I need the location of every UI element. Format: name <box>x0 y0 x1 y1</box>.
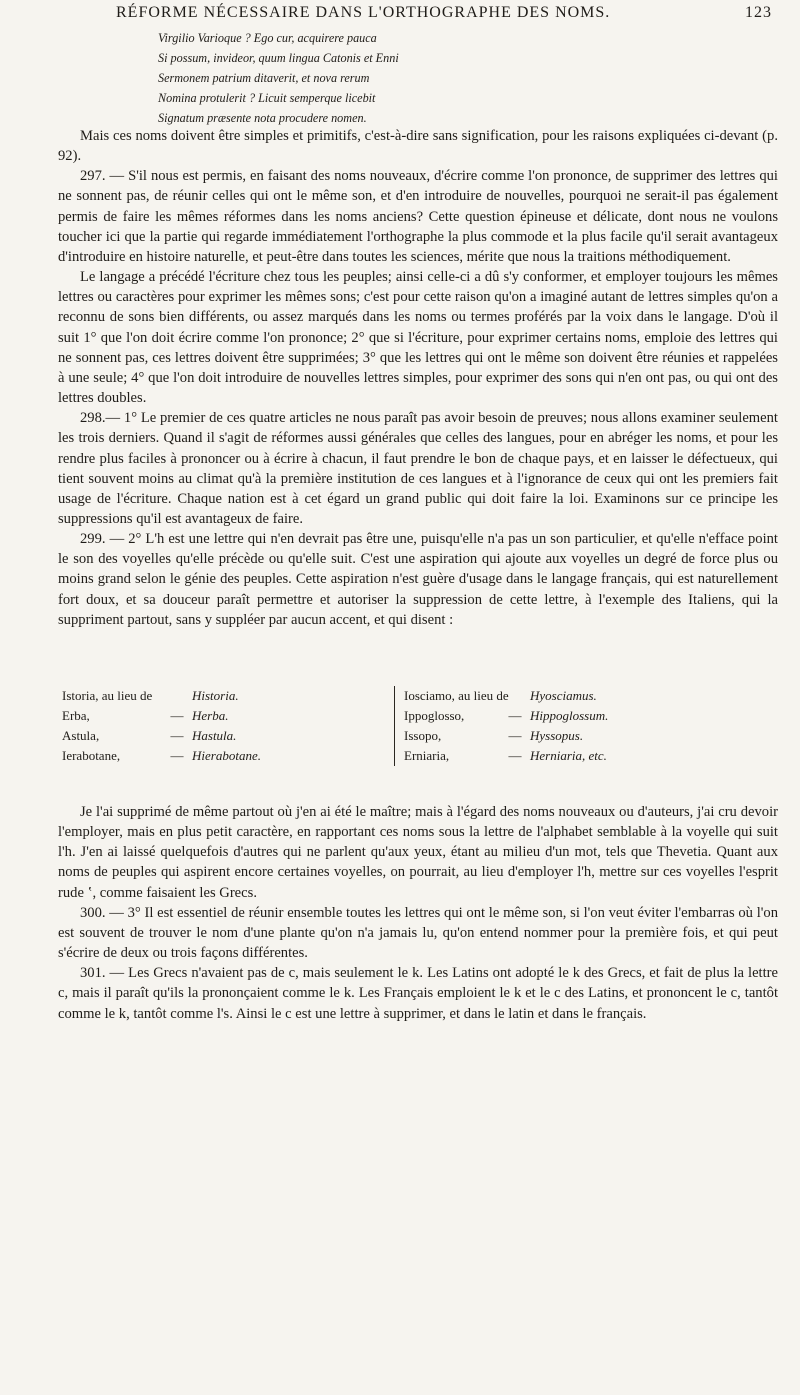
chapter-title: RÉFORME NÉCESSAIRE DANS L'ORTHOGRAPHE DES NOMS. <box>116 4 611 21</box>
plant-name-row <box>62 746 382 766</box>
paragraph-299: 299. — 2° L'h est une lettre qui n'en devrait pas être une, puisqu'elle n'a pas un son particulier, et qu'elle n'efface point le son des voyelles qu'elle précède ou qu'elle suit. C'est une aspiration qui ajoute aux voyelles un degré de force plus ou moins grand selon le génie des peuples. Cette aspiration n'est guère d'usage dans le langage français, qui est naturellement fort doux, et sa douceur paraît permettre et autoriser la suppression de cette lettre, à l'exemple des Italiens, qui la suppriment partout, sans y suppléer par aucun accent, et qui disent : <box>58 531 778 628</box>
running-head <box>96 4 772 22</box>
plant-name-row <box>404 746 724 766</box>
latin-name: Historia. <box>192 688 239 703</box>
italian-name: Erniaria, <box>404 748 450 763</box>
italian-name: Astula, <box>62 728 100 743</box>
latin-name: Hippoglossum. <box>530 708 609 723</box>
latin-name: Hyosciamus. <box>530 688 597 703</box>
verse-line: Nomina protulerit ? Licuit semperque licebit <box>158 91 376 105</box>
paragraph: Je l'ai supprimé de même partout où j'en ai été le maître; mais à l'égard des noms nouveaux ou d'auteurs, j'ai cru devoir l'employer, mais en plus petit caractère, en rapportant ces noms sous la lettre de l'alphabet semblable à la voyelle qui suit l'h. J'en ai laissé quelquefois d'autres qui ne parlent qu'aux yeux, étant au milieu d'un mot, tels que Thevetia. Quant aux noms de peuples qui aspirent encore certaines voyelles, on pourrait, au lieu d'employer l'h, mettre sur ces voyelles l'esprit rude ʽ, comme faisaient les Grecs. <box>58 804 778 901</box>
italian-name: Iosciamo, au lieu de <box>404 688 509 703</box>
verse-line: Si possum, invideor, quum lingua Catonis et Enni <box>158 51 399 65</box>
plant-name-row <box>404 706 724 726</box>
ditto-dash: — <box>170 728 184 743</box>
paragraph: Le langage a précédé l'écriture chez tous les peuples; ainsi celle-ci a dû s'y conformer, et employer toujours les mêmes lettres ou caractères pour exprimer les mêmes sons; c'est pour cette raison qu'on a imaginé autant de lettres simples qu'on a reconnu de sons bien différents, ou assez marqués dans les noms ou termes proférés par la voix dans le langage. D'où il suit 1° que l'on doit écrire comme l'on prononce; 2° que si l'écriture, pour exprimer certains noms, emploie des lettres qui ne sonnent pas, ces lettres doivent être supprimées; 3° que les lettres qui ont le même son doivent être réunies et rappelées à une seule; 4° que l'on doit introduire de nouvelles lettres simples, pour exprimer des sons qui n'en ont pas, ou qui ont des lettres doubles. <box>58 269 778 407</box>
verse-line: Signatum præsente nota procudere nomen. <box>158 111 367 125</box>
italian-name: Ierabotane, <box>62 748 121 763</box>
plant-names-right-column <box>394 686 724 766</box>
ditto-dash: — <box>508 728 522 743</box>
ditto-dash: — <box>508 748 522 763</box>
italian-name: Ippoglosso, <box>404 708 465 723</box>
main-text-after-table <box>58 802 778 1024</box>
italian-name: Erba, <box>62 708 90 723</box>
plant-name-row <box>404 686 724 706</box>
ditto-dash <box>500 686 530 706</box>
latin-name: Herba. <box>192 708 229 723</box>
latin-name: Hyssopus. <box>530 728 584 743</box>
latin-name: Herniaria, etc. <box>530 748 607 763</box>
ditto-dash: — <box>508 708 522 723</box>
verse-line: Virgilio Varioque ? Ego cur, acquirere pauca <box>158 31 377 45</box>
italian-name: Issopo, <box>404 728 442 743</box>
paragraph-298: 298.— 1° Le premier de ces quatre articles ne nous paraît pas avoir besoin de preuves; nous allons examiner seulement les trois derniers. Quand il s'agit de réformes aussi générales que celles des langues, pour en abréger les noms, et pour les rendre plus faciles à prononcer ou à écrire à chacun, il faut prendre le bon de chaque pays, et en laisser le défectueux, qui tient souvent moins au climat qu'à la première institution de ces langues et à l'ignorance de ceux qui ont les premiers fait usage de l'écriture. Chaque nation est à cet égard un grand public qui doit faire la loi. Examinons sur ce principe les suppressions qu'il est avantageux de faire. <box>58 410 778 527</box>
plant-name-row <box>62 686 382 706</box>
ditto-dash: — <box>170 708 184 723</box>
latin-verse-quote <box>158 28 718 128</box>
verse-line: Sermonem patrium ditaverit, et nova rerum <box>158 71 370 85</box>
plant-names-left-column <box>62 686 382 766</box>
ditto-dash <box>162 686 192 706</box>
italian-name: Istoria, au lieu de <box>62 688 153 703</box>
page-number: 123 <box>745 4 772 21</box>
paragraph-297: 297. — S'il nous est permis, en faisant des noms nouveaux, d'écrire comme l'on prononce, de supprimer des lettres qui ne sonnent pas, de réunir celles qui ont le même son, et d'en introduire de nouvelles, pourquoi ne serait-il pas également permis de faire les mêmes réformes dans les noms anciens? Cette question épineuse et délicate, dont nous ne voulons toucher ici que la partie qui regarde immédiatement l'orthographe la plus commode et la plus facile qu'il serait avantageux d'introduire en histoire naturelle, et peut-être dans toutes les sciences, mérite que nous la traitions méthodiquement. <box>58 168 778 265</box>
plant-name-row <box>404 726 724 746</box>
paragraph-300: 300. — 3° Il est essentiel de réunir ensemble toutes les lettres qui ont le même son, si l'on veut éviter l'embarras où l'on est souvent de trouver le nom d'une plante qu'on n'a jamais lu, qu'on entend nommer pour la première fois, et qui peut s'écrire de deux ou trois façons différentes. <box>58 904 778 962</box>
main-text-before-table <box>58 126 778 630</box>
plant-name-row <box>62 706 382 726</box>
ditto-dash: — <box>170 748 184 763</box>
paragraph: Mais ces noms doivent être simples et primitifs, c'est-à-dire sans signification, pour les raisons expliquées ci-devant (p. 92). <box>58 128 778 165</box>
paragraph-301: 301. — Les Grecs n'avaient pas de c, mais seulement le k. Les Latins ont adopté le k des Grecs, et fait de plus la lettre c, mais il paraît qu'ils la prononçaient comme le k. Les Français emploient le k et le c des Latins, et prononcent le c, tantôt comme le k, tantôt comme l's. Ainsi le c est une lettre à supprimer, et dans le latin et dans le français. <box>58 965 778 1022</box>
latin-name: Hierabotane. <box>192 748 261 763</box>
plant-names-table <box>62 686 782 766</box>
latin-name: Hastula. <box>192 728 237 743</box>
plant-name-row <box>62 726 382 746</box>
